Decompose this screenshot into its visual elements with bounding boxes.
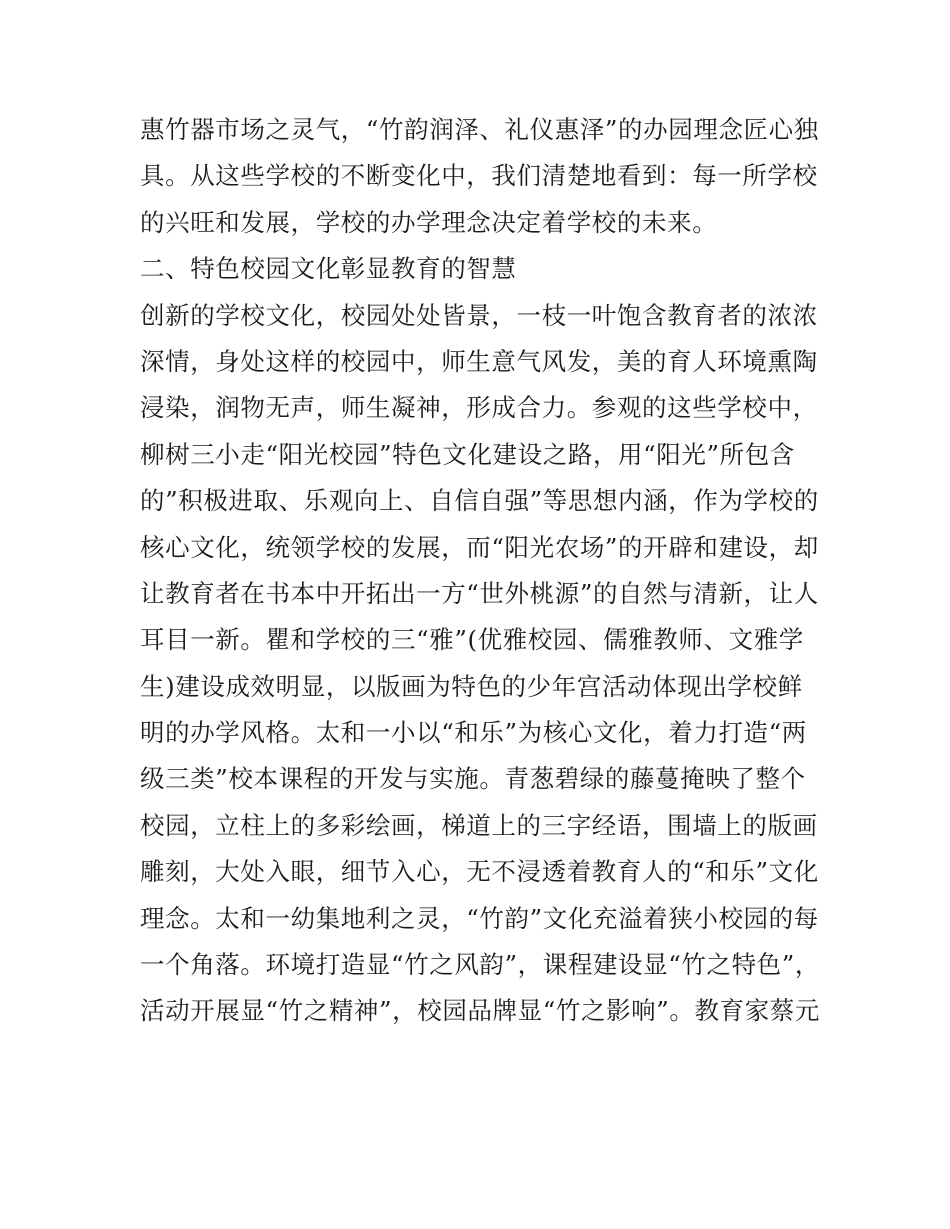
text-line: 明的办学风格。太和一小以“和乐”为核心文化，着力打造“两 [140,718,807,748]
text-line: 深情，身处这样的校园中，师生意气风发，美的育人环境熏陶 [140,346,818,376]
text-line: 理念。太和一幼集地利之灵，“竹韵”文化充溢着狭小校园的每 [140,903,819,933]
text-line: 生)建设成效明显，以版画为特色的少年宫活动体现出学校鲜 [140,671,803,701]
text-line: 让教育者在书本中开拓出一方“世外桃源”的自然与清新，让人 [140,578,819,608]
text-line: 一个角落。环境打造显“竹之风韵”，课程建设显“竹之特色”， [140,950,820,980]
text-line: 雕刻，大处入眼，细节入心，无不浸透着教育人的“和乐”文化 [140,857,819,887]
text-line: 柳树三小走“阳光校园”特色文化建设之路，用“阳光”所包含 [140,439,795,469]
text-line: 校园，立柱上的多彩绘画，梯道上的三字经语，围墙上的版画 [140,810,818,840]
text-line: 的”积极进取、乐观向上、自信自强”等思想内涵，作为学校的 [140,486,819,516]
text-line: 浸染，润物无声，师生凝神，形成合力。参观的这些学校中， [140,393,818,423]
text-line: 创新的学校文化，校园处处皆景，一枝一叶饱含教育者的浓浓 [140,300,818,330]
text-line: 具。从这些学校的不断变化中，我们清楚地看到：每一所学校 [140,161,818,191]
document-body [140,107,820,1035]
text-line: 活动开展显“竹之精神”，校园品牌显“竹之影响”。教育家蔡元 [140,996,820,1026]
text-line: 核心文化，统领学校的发展，而“阳光农场”的开辟和建设，却 [140,532,819,562]
text-line: 耳目一新。瞿和学校的三“雅”(优雅校园、儒雅教师、文雅学 [140,625,804,655]
text-line: 级三类”校本课程的开发与实施。青葱碧绿的藤蔓掩映了整个 [140,764,806,794]
text-line: 惠竹器市场之灵气，“竹韵润泽、礼仪惠泽”的办园理念匠心独 [140,115,819,144]
text-line: 的兴旺和发展，学校的办学理念决定着学校的未来。 [140,207,718,237]
section-heading: 二、特色校园文化彰显教育的智慧 [140,254,517,284]
